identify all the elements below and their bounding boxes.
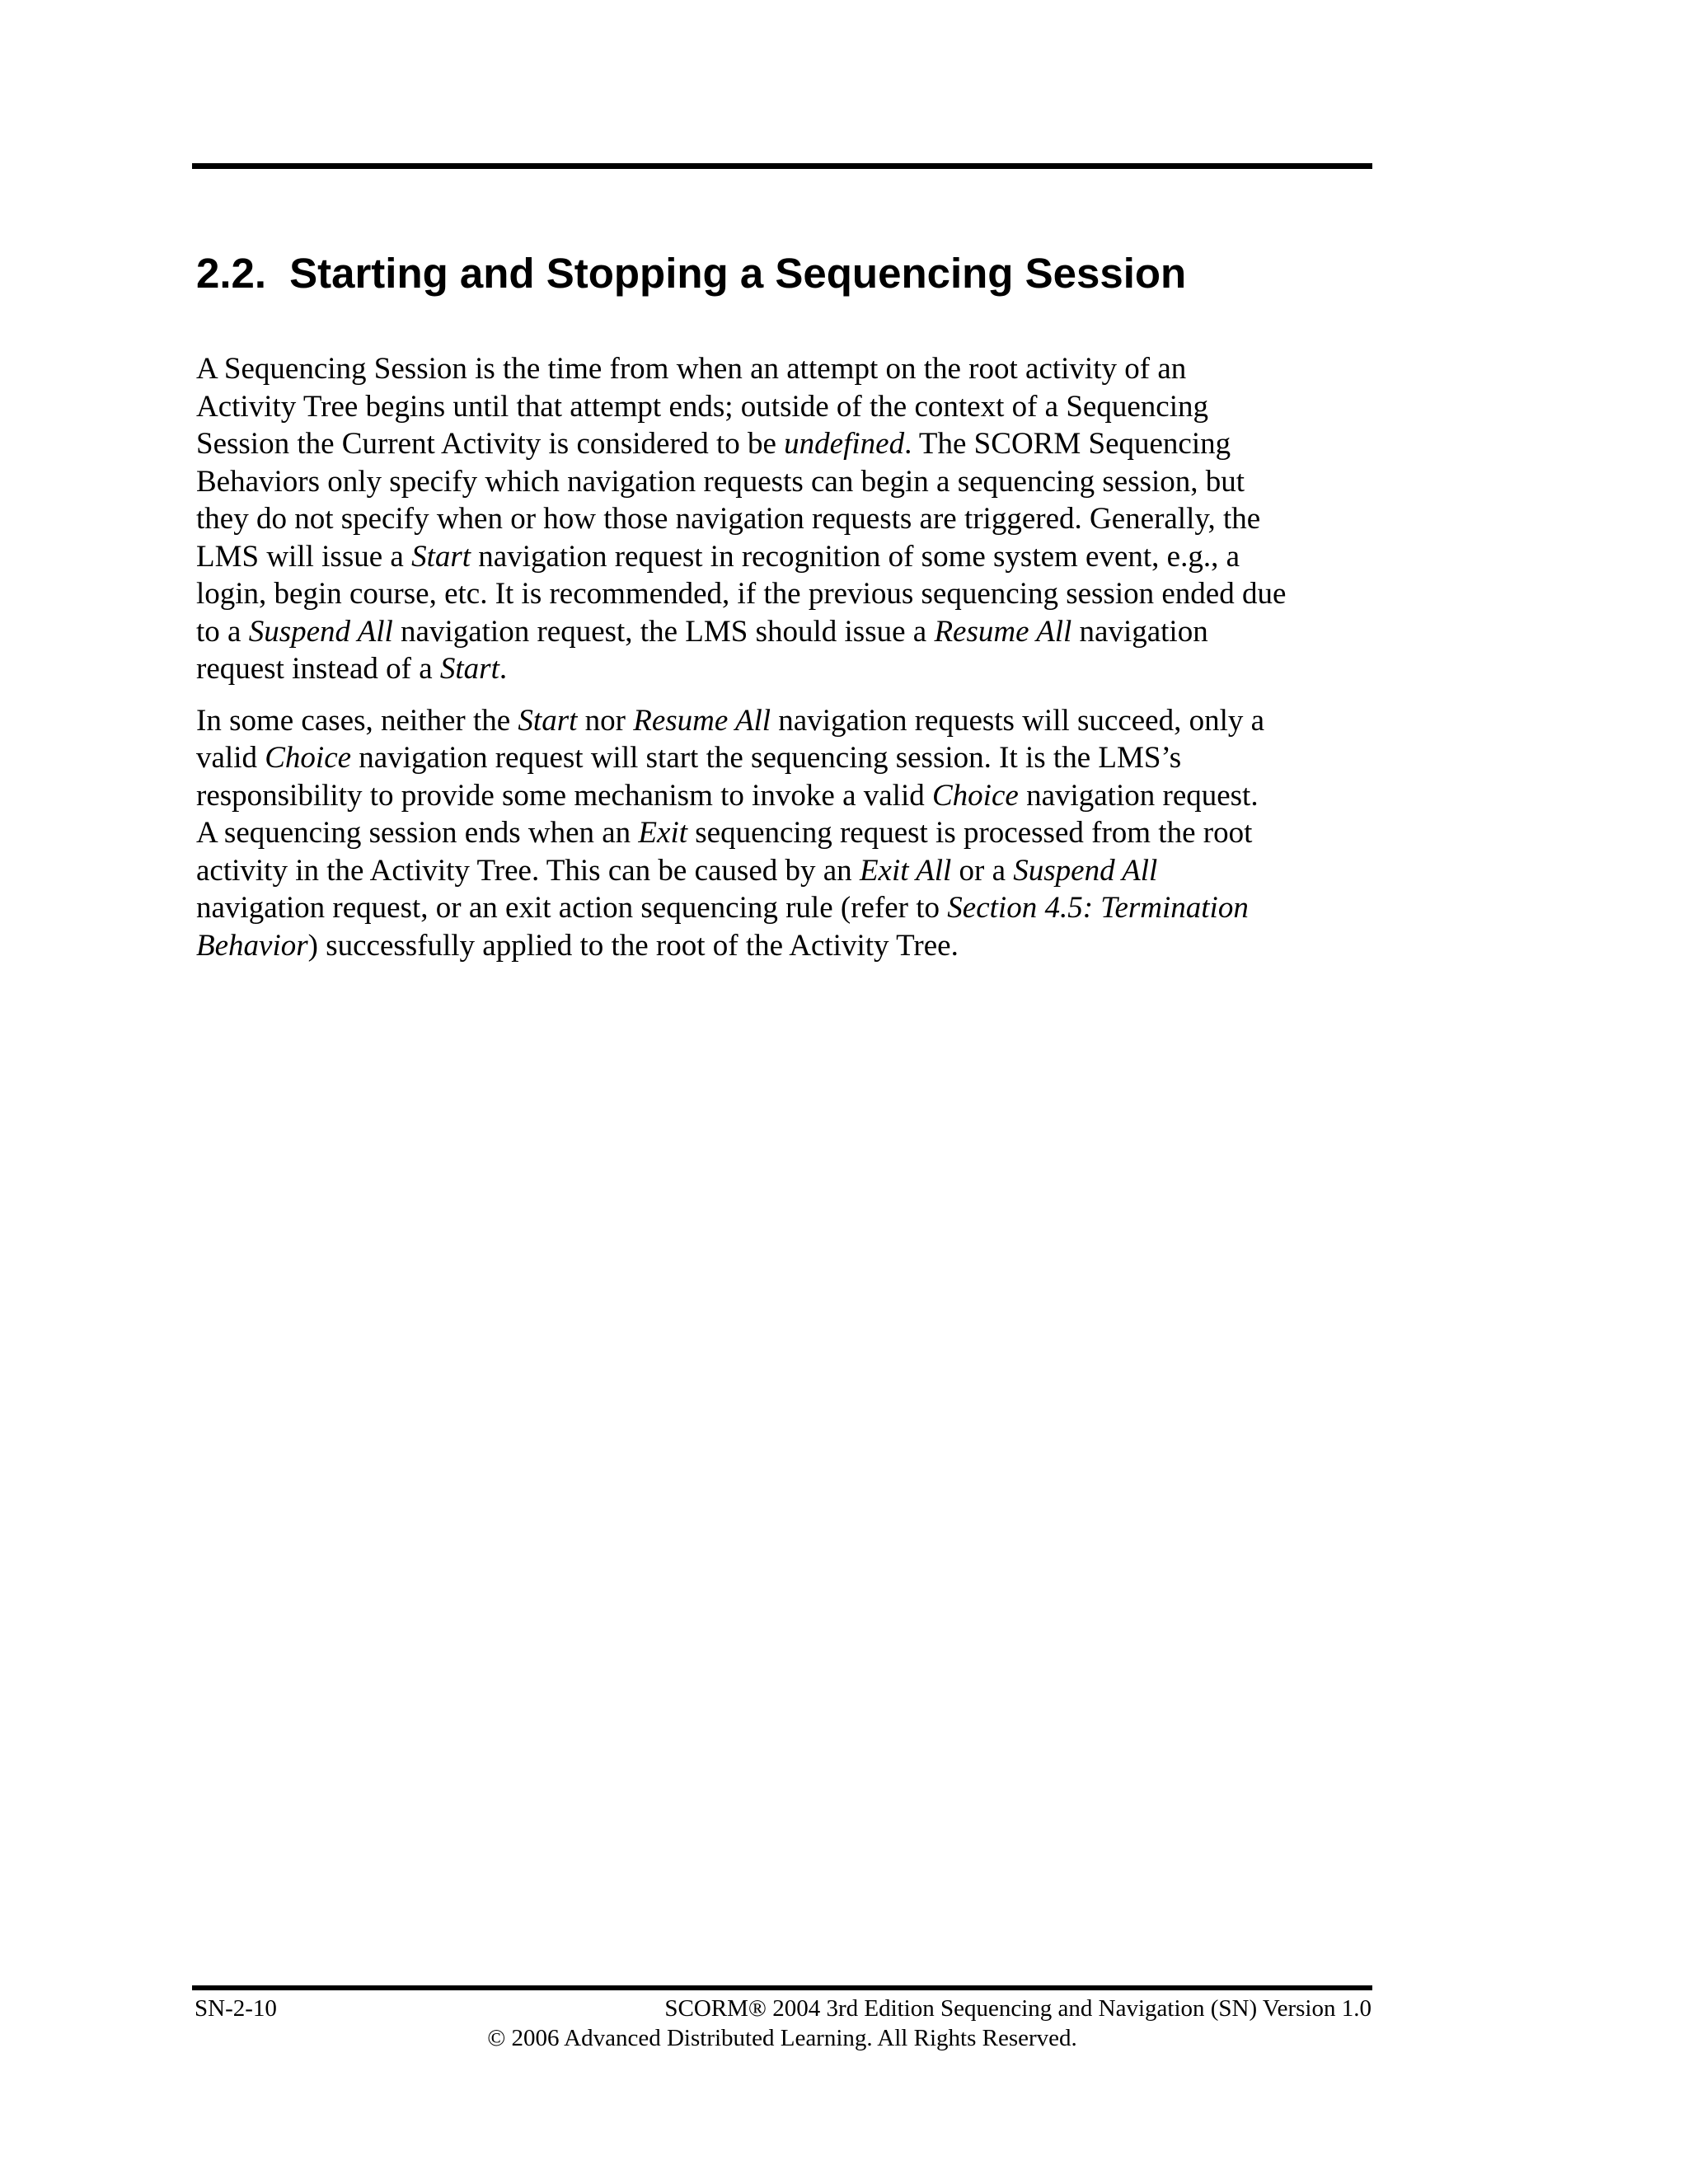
text-run: nor (577, 703, 634, 738)
text-run: or a (951, 853, 1014, 888)
emphasis-text: Resume All (633, 703, 771, 738)
text-line (196, 463, 1383, 501)
text-run: to a (196, 614, 249, 649)
text-line (196, 852, 1383, 890)
text-run: . (499, 652, 508, 686)
text-run: valid (196, 741, 265, 775)
emphasis-text: Resume All (934, 614, 1072, 649)
emphasis-text: Behavior (196, 928, 308, 963)
header-rule (192, 163, 1372, 169)
text-line (196, 814, 1383, 852)
text-line (196, 739, 1383, 777)
text-run: Activity Tree begins until that attempt ends; outside of the context of a Sequencing (196, 389, 1208, 424)
document-title: SCORM® 2004 3rd Edition Sequencing and Navigation (SN) Version 1.0 (664, 1995, 1372, 2022)
text-line (196, 388, 1383, 426)
text-run: navigation request, the LMS should issue a (392, 614, 935, 649)
text-run: navigation (1071, 614, 1208, 649)
section-heading (196, 247, 1186, 300)
emphasis-text: Start (411, 539, 471, 574)
text-line (196, 777, 1383, 815)
text-run: A Sequencing Session is the time from when an attempt on the root activity of an (196, 352, 1187, 386)
paragraph (196, 702, 1383, 965)
emphasis-text: Start (439, 652, 499, 686)
emphasis-text: undefined (784, 427, 905, 461)
text-line (196, 650, 1383, 688)
text-run: navigation request will start the sequencing session. It is the LMS’s (351, 741, 1182, 775)
emphasis-text: Exit All (859, 853, 952, 888)
text-line (196, 575, 1383, 613)
emphasis-text: Choice (932, 778, 1019, 813)
text-run: . The SCORM Sequencing (904, 427, 1231, 461)
text-run: activity in the Activity Tree. This can be caused by an (196, 853, 860, 888)
section-title: Starting and Stopping a Sequencing Session (289, 250, 1187, 297)
copyright-notice: © 2006 Advanced Distributed Learning. All Rights Reserved. (487, 2025, 1077, 2051)
body-text (196, 350, 1383, 964)
text-line (196, 350, 1383, 388)
text-run: In some cases, neither the (196, 703, 518, 738)
text-line (196, 927, 1383, 965)
text-run: Session the Current Activity is considered to be (196, 427, 785, 461)
emphasis-text: Exit (638, 816, 688, 850)
page-number: SN-2-10 (195, 1995, 277, 2022)
text-run: navigation request in recognition of some system event, e.g., a (471, 539, 1240, 574)
text-run: ) successfully applied to the root of the Activity Tree. (307, 928, 959, 963)
text-run: responsibility to provide some mechanism to invoke a valid (196, 778, 932, 813)
text-line (196, 702, 1383, 740)
text-run: login, begin course, etc. It is recommended, if the previous sequencing session ended due (196, 577, 1287, 611)
text-run: navigation request. (1018, 778, 1259, 813)
text-line (196, 889, 1383, 927)
text-line (196, 538, 1383, 576)
text-line (196, 425, 1383, 463)
emphasis-text: Choice (265, 741, 352, 775)
emphasis-text: Section 4.5: Termination (947, 891, 1249, 925)
emphasis-text: Start (518, 703, 578, 738)
emphasis-text: Suspend All (1013, 853, 1158, 888)
text-run: sequencing request is processed from the root (687, 816, 1253, 850)
text-line (196, 500, 1383, 538)
text-run: navigation requests will succeed, only a (771, 703, 1265, 738)
footer-rule (192, 1985, 1372, 1990)
text-run: request instead of a (196, 652, 440, 686)
text-run: they do not specify when or how those navigation requests are triggered. Generally, the (196, 502, 1261, 536)
text-run: LMS will issue a (196, 539, 412, 574)
section-number: 2.2. (196, 250, 267, 297)
emphasis-text: Suspend All (248, 614, 393, 649)
paragraph (196, 350, 1383, 688)
text-line (196, 613, 1383, 651)
text-run: navigation request, or an exit action sequencing rule (refer to (196, 891, 948, 925)
text-run: A sequencing session ends when an (196, 816, 639, 850)
text-run: Behaviors only specify which navigation requests can begin a sequencing session, but (196, 464, 1245, 499)
